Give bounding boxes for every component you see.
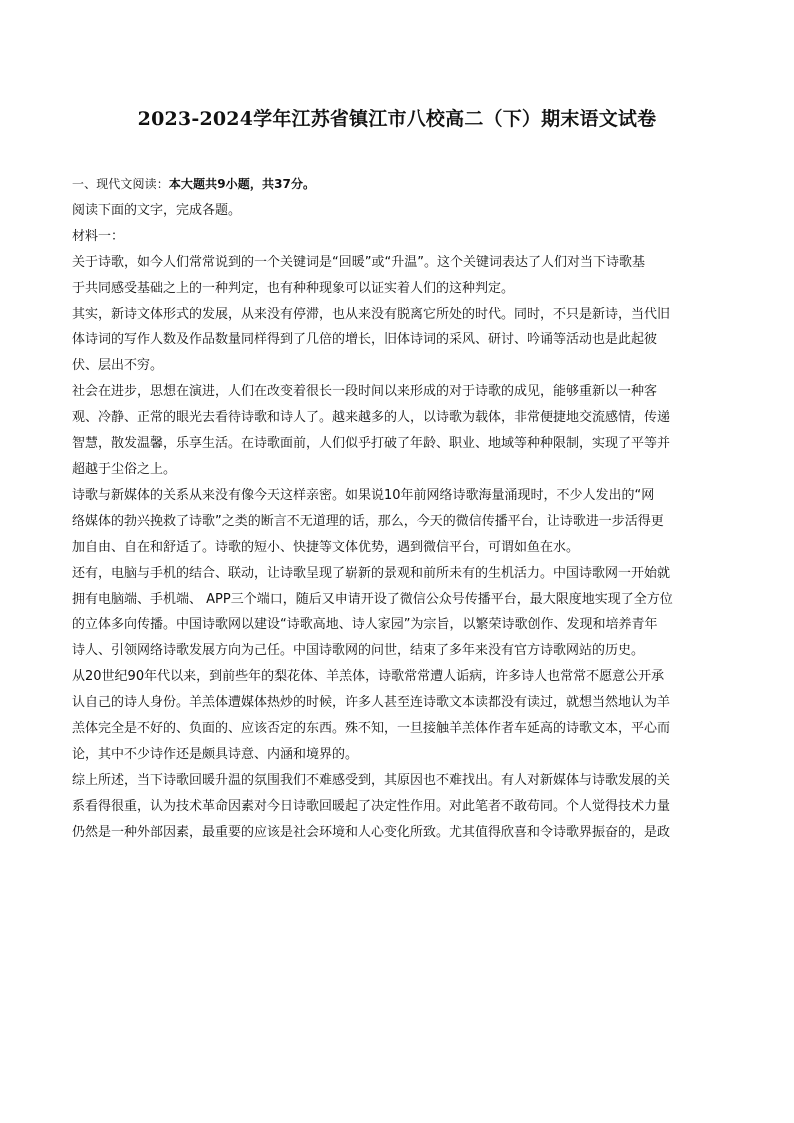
paragraph-line: 关于诗歌，如今人们常常说到的一个关键词是“回暖”或“升温”。这个关键词表达了人们对当下诗歌基 <box>72 254 645 270</box>
paragraph-line: 综上所述，当下诗歌回暖升温的氛围我们不难感受到，其原因也不难找出。有人对新媒体与诗歌发展的关 <box>72 772 671 788</box>
paragraph-line: 超越于尘俗之上。 <box>72 461 177 477</box>
paragraph-line: 于共同感受基础之上的一种判定，也有种种现象可以证实着人们的这种判定。 <box>72 280 515 296</box>
paragraph-line: 社会在进步，思想在演进，人们在改变着很长一段时间以来形成的对于诗歌的成见，能够重新以一种客 <box>72 384 658 400</box>
paragraph-line: 络媒体的勃兴挽救了诗歌”之类的断言不无道理的话，那么，今天的微信传播平台，让诗歌进一步活得更 <box>72 513 664 529</box>
paragraph-line: 加自由、自在和舒适了。诗歌的短小、快捷等文体优势，遇到微信平台，可谓如鱼在水。 <box>72 539 580 555</box>
paragraph-6 <box>72 664 722 768</box>
paragraph-line: 体诗词的写作人数及作品数量同样得到了几倍的增长，旧体诗词的采风、研讨、吟诵等活动也是此起彼 <box>72 332 658 348</box>
paragraph-5 <box>72 561 722 665</box>
paragraph-line: 羔体完全是不好的、负面的、应该否定的东西。殊不知，一旦接触羊羔体作者车延高的诗歌文本，平心而 <box>72 721 671 737</box>
paragraph-line: 认自己的诗人身份。羊羔体遭媒体热炒的时候，许多人甚至连诗歌文本读都没有读过，就想当然地认为羊 <box>72 695 671 711</box>
paragraph-4 <box>72 483 722 561</box>
paragraph-line: 还有，电脑与手机的结合、联动，让诗歌呈现了崭新的景观和前所未有的生机活力。中国诗歌网一开始就 <box>72 565 671 581</box>
section-prefix: 一、现代文阅读： <box>72 177 169 191</box>
paragraph-7 <box>72 768 722 846</box>
paragraph-line: 观、冷静、正常的眼光去看待诗歌和诗人了。越来越多的人，以诗歌为载体，非常便捷地交流感情，传递 <box>72 410 671 426</box>
paragraph-1 <box>72 250 722 302</box>
document-title: 2023-2024学年江苏省镇江市八校高二（下）期末语文试卷 <box>137 108 657 130</box>
paragraph-2 <box>72 302 722 380</box>
paragraph-line: 拥有电脑端、手机端、 APP三个端口，随后又申请开设了微信公众号传播平台，最大限度地实现了全方位 <box>72 591 673 607</box>
paragraph-line: 论，其中不少诗作还是颇具诗意、内涵和境界的。 <box>72 746 359 762</box>
paragraph-3 <box>72 379 722 483</box>
section-heading <box>72 172 722 198</box>
section-detail: 本大题共9小题，共37分。 <box>168 177 316 191</box>
paragraph-line: 诗歌与新媒体的关系从来没有像今天这样亲密。如果说10年前网络诗歌海量涌现时，不少人发出的“网 <box>72 487 655 503</box>
paragraph-line: 的立体多向传播。中国诗歌网以建设“诗歌高地、诗人家园”为宗旨，以繁荣诗歌创作、发现和培养青年 <box>72 617 658 633</box>
document-content <box>72 172 722 846</box>
paragraph-line: 从20世纪90年代以来，到前些年的梨花体、羊羔体，诗歌常常遭人诟病，许多诗人也常常不愿意公开承 <box>72 669 665 685</box>
paragraph-line: 伏、层出不穷。 <box>72 358 164 374</box>
reading-instruction: 阅读下面的文字，完成各题。 <box>72 202 242 218</box>
paragraph-line: 其实，新诗文体形式的发展，从来没有停滞，也从来没有脱离它所处的时代。同时，不只是新诗，当代旧 <box>72 306 671 322</box>
paragraph-line: 诗人、引领网络诗歌发展方向为己任。中国诗歌网的问世，结束了多年来没有官方诗歌网站的历史。 <box>72 643 645 659</box>
paragraph-line: 系看得很重，认为技术革命因素对今日诗歌回暖起了决定性作用。对此笔者不敢苟同。个人觉得技术力量 <box>72 798 671 814</box>
paragraph-line: 智慧，散发温馨，乐享生活。在诗歌面前，人们似乎打破了年龄、职业、地域等种种限制，实现了平等并 <box>72 436 671 452</box>
material-label: 材料一： <box>72 228 125 244</box>
paragraph-line: 仍然是一种外部因素，最重要的应该是社会环境和人心变化所致。尤其值得欣喜和令诗歌界振奋的，是政 <box>72 824 671 840</box>
